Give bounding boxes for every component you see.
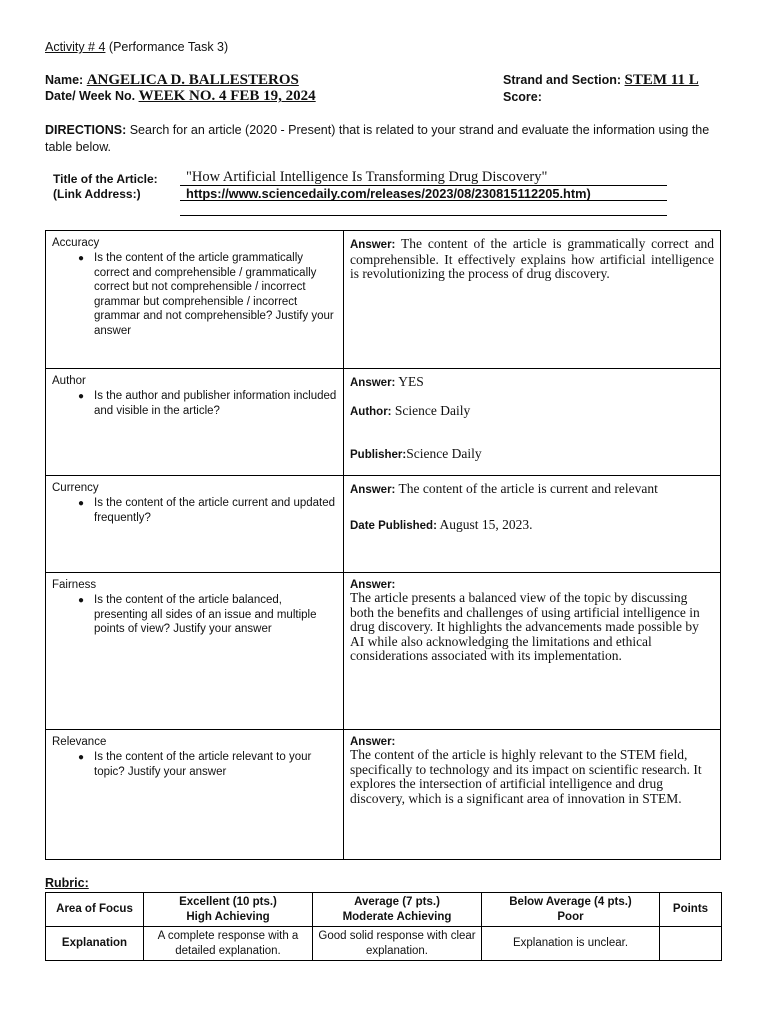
- criterion-currency: [46, 476, 344, 573]
- criterion-question: Is the content of the article current and updated frequently?: [94, 497, 336, 524]
- answer-text: YES: [395, 374, 424, 389]
- rubric-points-cell[interactable]: [660, 927, 722, 961]
- extra-underline: [180, 215, 667, 216]
- criterion-name: Fairness: [52, 579, 97, 591]
- criterion-relevance: [46, 730, 344, 860]
- answer-accuracy: [344, 231, 721, 369]
- rubric-header-area: Area of Focus: [46, 893, 144, 927]
- date-line: [45, 88, 316, 105]
- criterion-question: Is the content of the article balanced, presenting all sides of an issue and multiple points of view? Justify your answer: [94, 594, 317, 636]
- header-line: Below Average (4 pts.): [509, 896, 632, 908]
- table-row: [46, 231, 721, 369]
- answer-relevance: [344, 730, 721, 860]
- rubric-below-desc: Explanation is unclear.: [482, 927, 660, 961]
- criterion-question: Is the content of the article grammatically correct and comprehensible / grammatically correct but not comprehensible / incorrect grammar but comprehensible / incorrect grammar and not comprehensible? Justify your answer: [94, 252, 334, 337]
- answer-fairness: [344, 573, 721, 730]
- article-link-label: (Link Address:): [53, 187, 141, 201]
- criterion-name: Author: [52, 375, 86, 387]
- score-label: Score:: [503, 90, 542, 104]
- bullet-icon: ●: [77, 253, 84, 264]
- link-underline: [180, 200, 667, 201]
- criterion-name: Currency: [52, 482, 99, 494]
- table-row: [46, 573, 721, 730]
- article-labels: [53, 172, 158, 202]
- header-line: Poor: [557, 910, 584, 923]
- article-link-value[interactable]: https://www.sciencedaily.com/releases/2023/08/230815112205.htm): [186, 186, 591, 201]
- answer-author: [344, 369, 721, 476]
- answer-label: Answer:: [350, 484, 396, 496]
- rubric-header-points: Points: [660, 893, 722, 927]
- date-label: Date/ Week No.: [45, 89, 139, 103]
- criterion-fairness: [46, 573, 344, 730]
- name-value: ANGELICA D. BALLESTEROS: [86, 72, 299, 88]
- criterion-accuracy: [46, 231, 344, 369]
- header-line: High Achieving: [186, 910, 270, 923]
- rubric-title: Rubric:: [45, 876, 89, 890]
- strand-value: STEM 11 L: [624, 72, 699, 88]
- answer-currency: [344, 476, 721, 573]
- directions-label: DIRECTIONS:: [45, 123, 127, 137]
- date-published-label: Date Published:: [350, 519, 437, 532]
- evaluation-table: [45, 230, 721, 860]
- answer-label: Answer:: [350, 736, 396, 748]
- rubric-header-excellent: [144, 893, 313, 927]
- answer-text: The content of the article is highly relevant to the STEM field, specifically to technology and its impact on scientific research. It explores the intersection of artificial intelligence and drug discovery, which is a significant area of innovation in STEM.: [350, 747, 702, 806]
- strand-line: [503, 72, 699, 89]
- header-line: Average (7 pts.): [354, 896, 440, 908]
- activity-heading: [45, 40, 228, 54]
- answer-label: Answer:: [350, 377, 396, 389]
- author-value: Science Daily: [391, 402, 471, 418]
- rubric-header-average: [313, 893, 482, 927]
- criterion-question: Is the author and publisher information included and visible in the article?: [94, 390, 337, 417]
- activity-label: Activity # 4: [45, 40, 106, 54]
- criterion-name: Relevance: [52, 736, 107, 748]
- bullet-icon: ●: [77, 595, 84, 606]
- article-title-label: Title of the Article:: [53, 172, 158, 186]
- criterion-name: Accuracy: [52, 237, 100, 249]
- rubric-excellent-desc: A complete response with a detailed explanation.: [144, 927, 313, 961]
- criterion-question: Is the content of the article relevant to your topic? Justify your answer: [94, 751, 312, 778]
- header-line: Excellent (10 pts.): [179, 896, 277, 908]
- answer-label: Answer:: [350, 579, 396, 591]
- rubric-table: [45, 892, 722, 961]
- table-row: [46, 927, 722, 961]
- rubric-average-desc: Good solid response with clear explanation.: [313, 927, 482, 961]
- activity-suffix: (Performance Task 3): [105, 40, 229, 54]
- answer-text: The article presents a balanced view of the topic by discussing both the benefits and challenges of using artificial intelligence in drug discovery. It highlights the advancements made possible by AI while also acknowledging the limitations and ethical considerations associated with its implementation.: [350, 590, 700, 663]
- answer-text: The content of the article is grammatically correct and comprehensible. It effectively explains how artificial intelligence is revolutionizing the process of drug discovery.: [350, 236, 714, 281]
- article-title-value: "How Artificial Intelligence Is Transforming Drug Discovery": [186, 169, 548, 185]
- directions-text: Search for an article (2020 - Present) that is related to your strand and evaluate the information using the table below.: [45, 123, 710, 154]
- name-label: Name:: [45, 73, 87, 87]
- table-row: [46, 893, 722, 927]
- answer-text: The content of the article is current and relevant: [395, 481, 658, 496]
- author-label: Author:: [350, 405, 392, 418]
- table-row: [46, 369, 721, 476]
- strand-label: Strand and Section:: [503, 73, 625, 87]
- rubric-area-explanation: Explanation: [46, 927, 144, 961]
- rubric-header-below: [482, 893, 660, 927]
- table-row: [46, 476, 721, 573]
- publisher-value: Science Daily: [406, 446, 482, 461]
- header-line: Moderate Achieving: [342, 910, 452, 923]
- criterion-author: [46, 369, 344, 476]
- directions: [45, 122, 725, 155]
- bullet-icon: ●: [77, 391, 84, 402]
- name-line: [45, 72, 299, 89]
- table-row: [46, 730, 721, 860]
- bullet-icon: ●: [77, 752, 84, 763]
- date-value: WEEK NO. 4 FEB 19, 2024: [138, 88, 316, 104]
- date-published-value: August 15, 2023.: [436, 516, 533, 532]
- publisher-label: Publisher:: [350, 449, 407, 461]
- answer-label: Answer:: [350, 239, 396, 251]
- bullet-icon: ●: [77, 498, 84, 509]
